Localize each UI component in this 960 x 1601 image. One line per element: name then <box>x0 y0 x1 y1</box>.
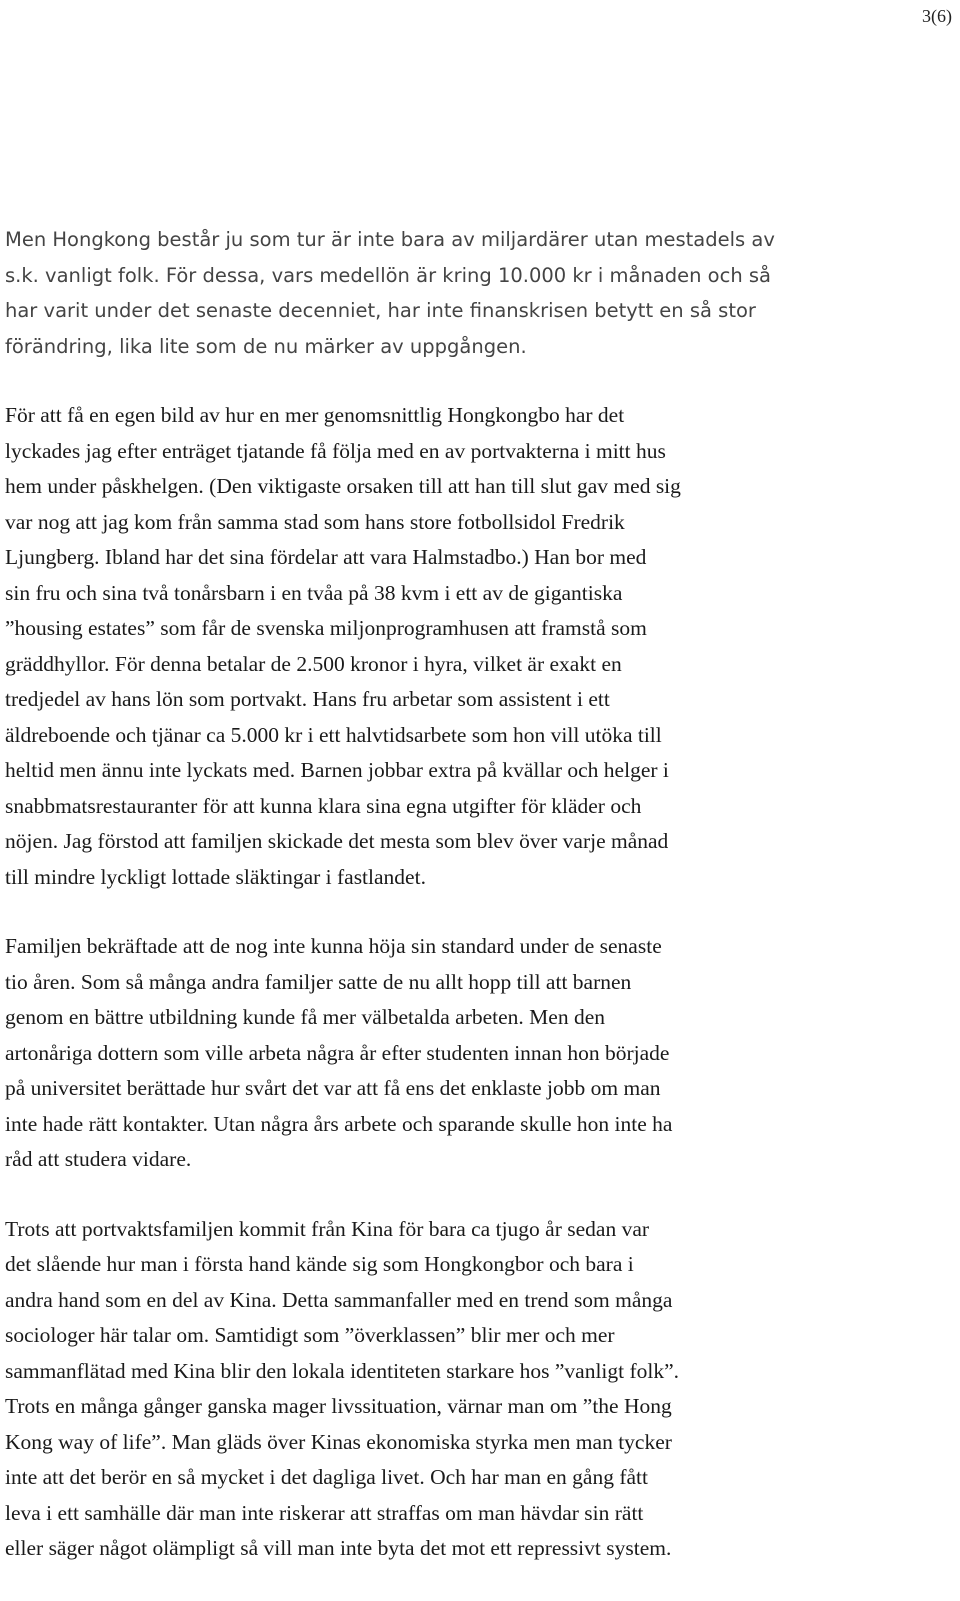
text-line: var nog att jag kom från samma stad som hans store fotbollsidol Fredrik <box>5 509 625 534</box>
document-body <box>5 222 820 1601</box>
text-line: s.k. vanligt folk. För dessa, vars medellön är kring 10.000 kr i månaden och så <box>5 263 772 287</box>
text-line: eller säger något olämpligt så vill man inte byta det mot ett repressivt system. <box>5 1536 672 1560</box>
text-line: Men Hongkong består ju som tur är inte bara av miljardärer utan mestadels av <box>5 228 775 251</box>
paragraph-1 <box>5 222 820 364</box>
text-line: råd att studera vidare. <box>5 1147 192 1171</box>
text-line: sociologer här talar om. Samtidigt som ”överklassen” blir mer och mer <box>5 1323 615 1347</box>
text-line: Familjen bekräftade att de nog inte kunna höja sin standard under de senaste <box>5 934 662 958</box>
text-line: har varit under det senaste decenniet, har inte finanskrisen betytt en så stor <box>5 299 756 322</box>
text-line: sin fru och sina två tonårsbarn i en tvåa på 38 kvm i ett av de gigantiska <box>5 580 623 605</box>
text-line: gräddhyllor. För denna betalar de 2.500 kronor i hyra, vilket är exakt en <box>5 651 622 676</box>
text-line: genom en bättre utbildning kunde få mer välbetalda arbeten. Men den <box>5 1005 605 1029</box>
text-line: äldreboende och tjänar ca 5.000 kr i ett halvtidsarbete som hon vill utöka till <box>5 722 662 747</box>
text-line: Ljungberg. Ibland har det sina fördelar att vara Halmstadbo.) Han bor med <box>5 545 647 569</box>
text-line: hem under påskhelgen. (Den viktigaste orsaken till att han till slut gav med sig <box>5 474 681 498</box>
text-line: heltid men ännu inte lyckats med. Barnen jobbar extra på kvällar och helger i <box>5 758 669 782</box>
text-line: på universitet berättade hur svårt det var att få ens det enklaste jobb om man <box>5 1076 661 1100</box>
text-line: nöjen. Jag förstod att familjen skickade det mesta som blev över varje månad <box>5 829 669 853</box>
text-line: sammanflätad med Kina blir den lokala identiteten starkare hos ”vanligt folk”. <box>5 1358 680 1383</box>
text-line: Kong way of life”. Man gläds över Kinas ekonomiska styrka men man tycker <box>5 1429 672 1454</box>
text-line: Trots att portvaktsfamiljen kommit från Kina för bara ca tjugo år sedan var <box>5 1216 650 1241</box>
text-line: artonåriga dottern som ville arbeta några år efter studenten innan hon började <box>5 1040 670 1065</box>
text-line: det slående hur man i första hand kände sig som Hongkongbor och bara i <box>5 1252 634 1276</box>
paragraph-2 <box>5 398 820 895</box>
text-line: lyckades jag efter enträget tjatande få följa med en av portvakterna i mitt hus <box>5 438 666 463</box>
paragraph-4 <box>5 1212 820 1567</box>
text-line: snabbmatsrestauranter för att kunna klara sina egna utgifter för kläder och <box>5 793 642 818</box>
text-line: förändring, lika lite som de nu märker av uppgången. <box>5 334 527 358</box>
text-line: andra hand som en del av Kina. Detta sammanfaller med en trend som många <box>5 1287 673 1312</box>
text-line: För att få en egen bild av hur en mer genomsnittlig Hongkongbo har det <box>5 403 625 427</box>
text-line: leva i ett samhälle där man inte riskerar att straffas om man hävdar sin rätt <box>5 1500 644 1525</box>
text-line: tredjedel av hans lön som portvakt. Hans fru arbetar som assistent i ett <box>5 687 610 711</box>
text-line: tio åren. Som så många andra familjer satte de nu allt hopp till att barnen <box>5 969 632 994</box>
page-number: 3(6) <box>922 6 952 26</box>
text-line: Trots en många gånger ganska mager livssituation, värnar man om ”the Hong <box>5 1394 672 1418</box>
text-line: ”housing estates” som får de svenska miljonprogramhusen att framstå som <box>5 616 647 640</box>
text-line: inte hade rätt kontakter. Utan några års arbete och sparande skulle hon inte ha <box>5 1111 673 1136</box>
text-line: till mindre lyckligt lottade släktingar i fastlandet. <box>5 864 426 889</box>
paragraph-3 <box>5 929 820 1178</box>
text-line: inte att det berör en så mycket i det dagliga livet. Och har man en gång fått <box>5 1465 648 1489</box>
